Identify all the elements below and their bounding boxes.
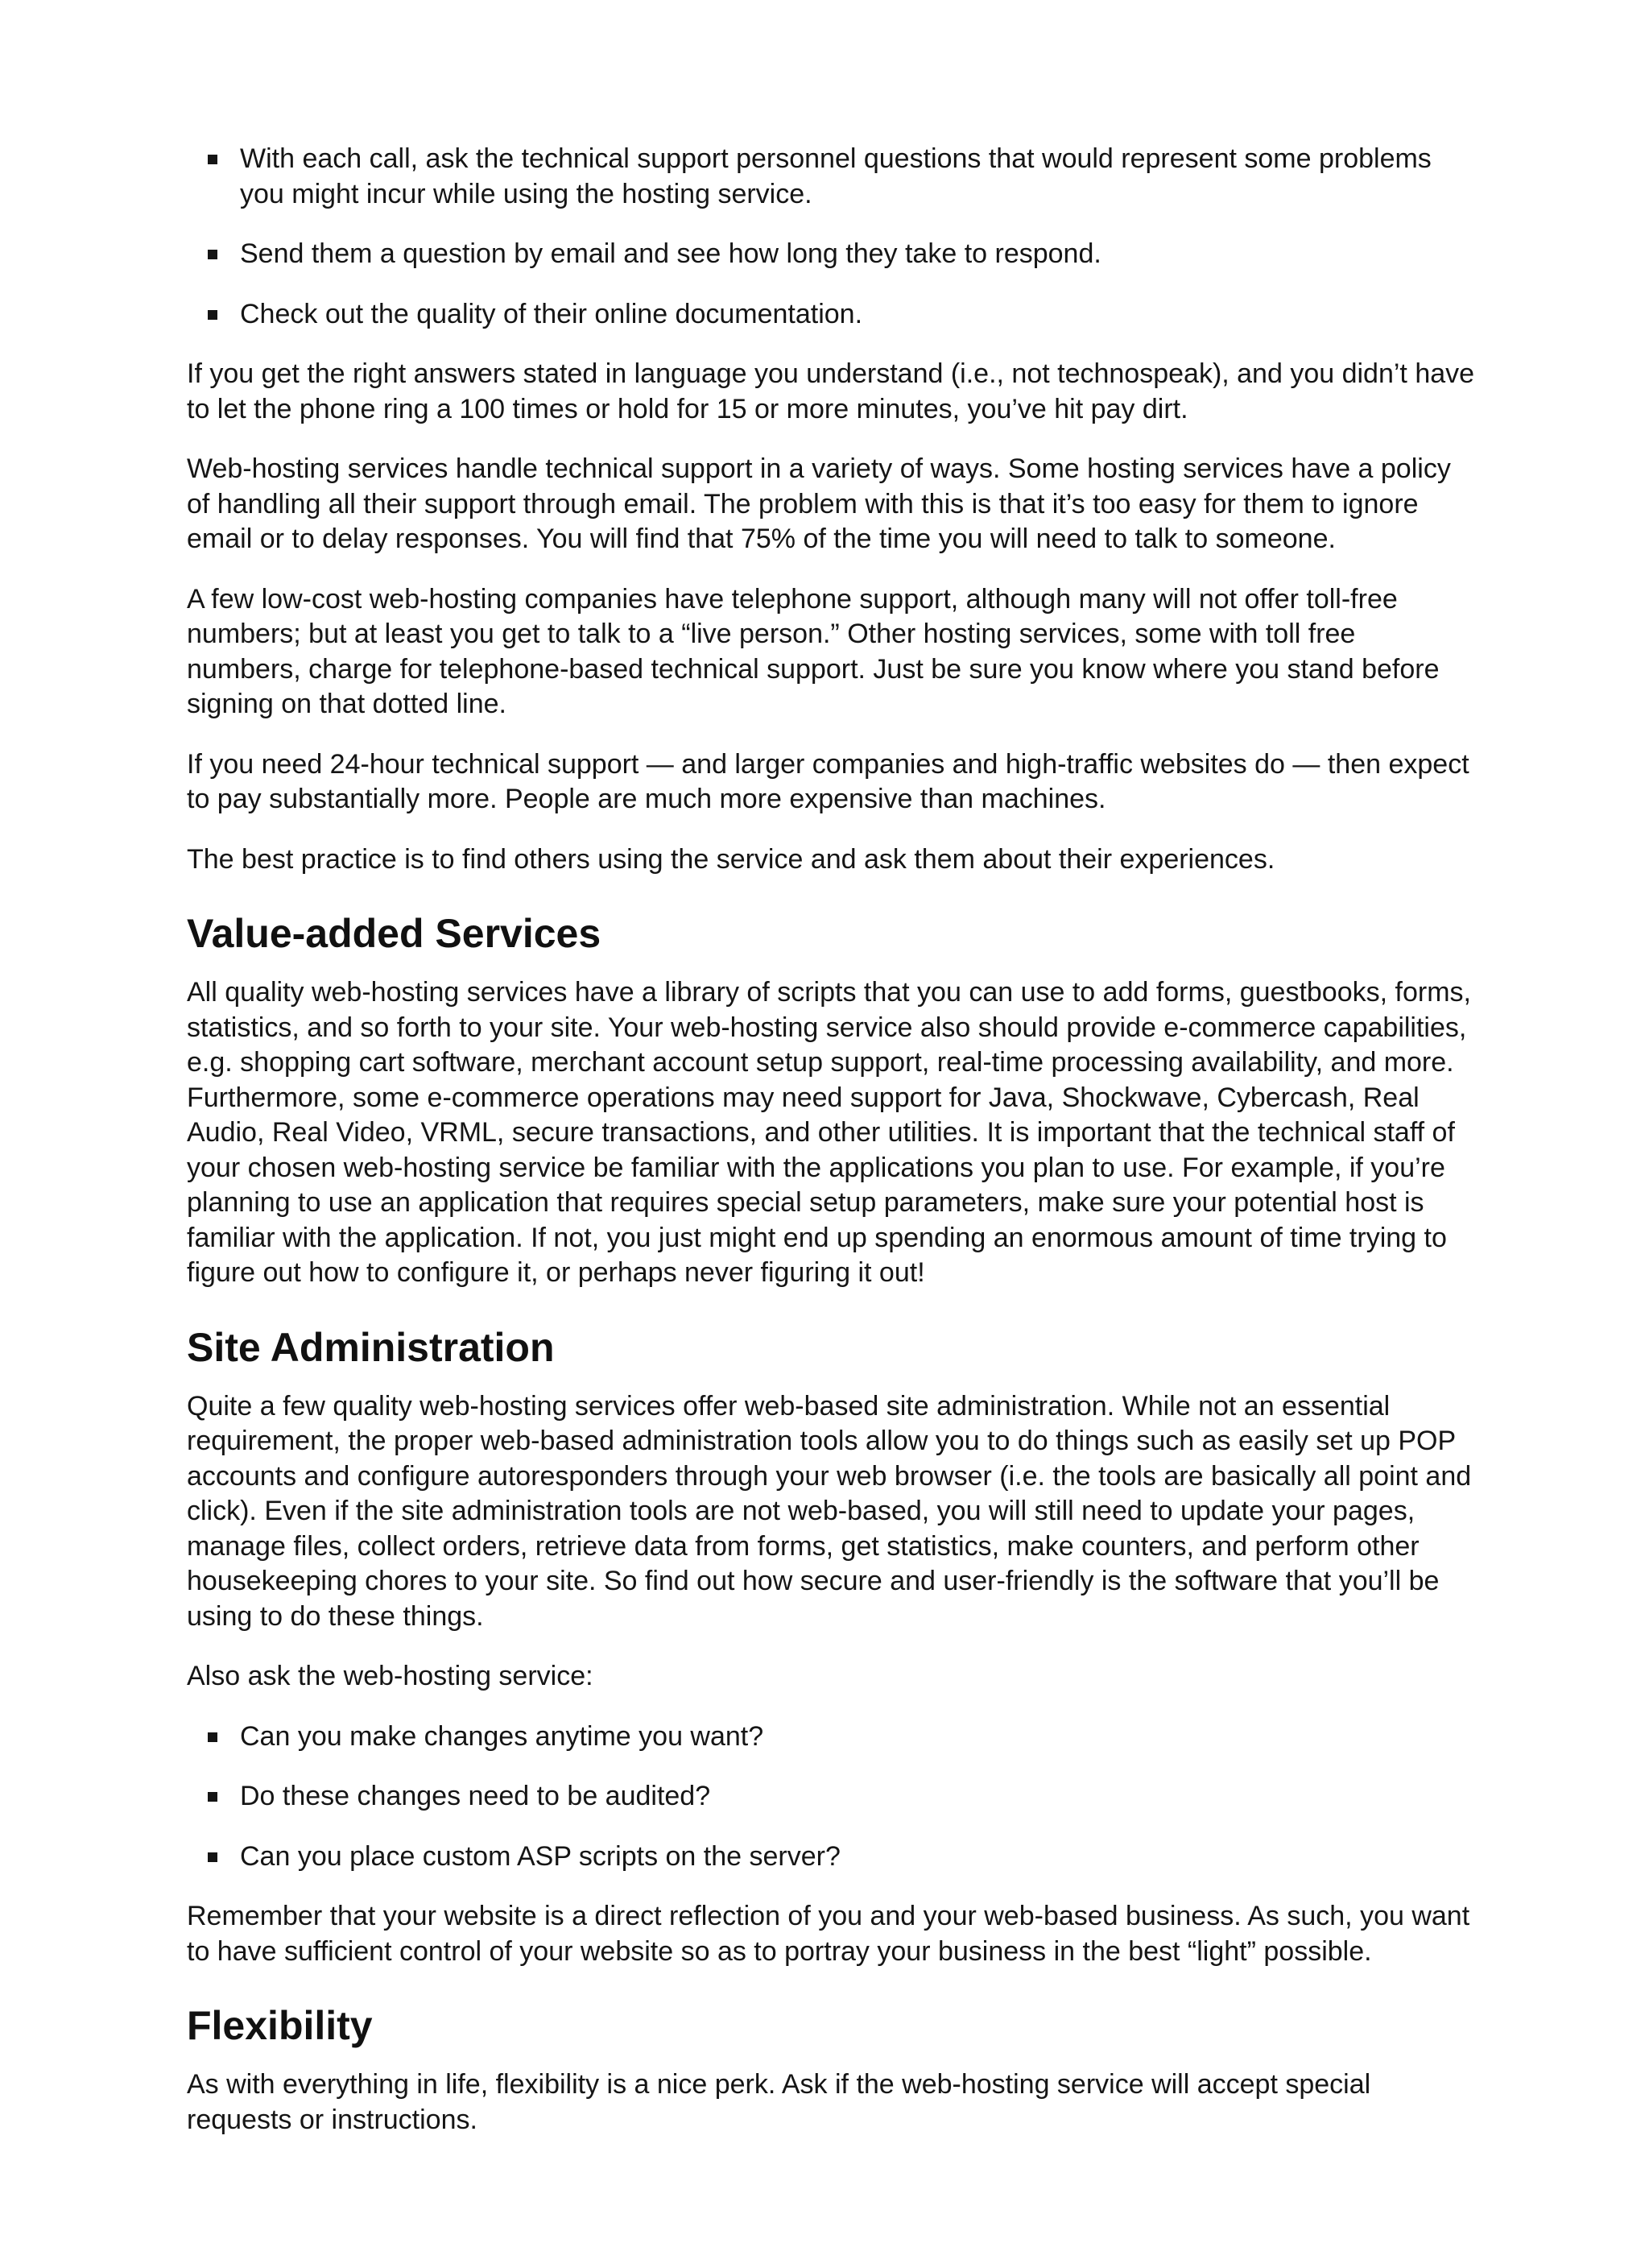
paragraph: The best practice is to find others using the service and ask them about their experiences. [187,843,1275,875]
paragraph: Web-hosting services handle technical support in a variety of ways. Some hosting services have a policy of handling all their support through email. The problem with this is that it’s too easy for them to ignore email or to delay responses. You will find that 75% of the time you will need to talk to someone. [187,453,1451,554]
square-bullet-icon [208,1852,217,1862]
paragraph: Remember that your website is a direct reflection of you and your web-based business. As such, you want to have sufficient control of your website so as to portray your business in the best “light” possible. [187,1901,1470,1967]
list-item-text: With each call, ask the technical support personnel questions that would represent some problems you might incur while using the hosting service. [240,143,1432,209]
paragraph: Quite a few quality web-hosting services offer web-based site administration. While not an essential requirement, the proper web-based administration tools allow you to do things such as easily set up POP accounts and configure autoresponders through your web browser (i.e. the tools are basically all point and click). Even if the site administration tools are not web-based, you will still need to update your pages, manage files, collect orders, retrieve data from forms, get statistics, make counters, and perform other housekeeping chores to your site. So find out how secure and user-friendly is the software that you’ll be using to do these things. [187,1390,1472,1632]
square-bullet-icon [208,1732,217,1742]
list-item [187,1779,1475,1815]
document-page [187,142,1475,2162]
support-check-list [187,142,1475,332]
paragraph: Also ask the web-hosting service: [187,1661,593,1691]
list-item-text: Can you make changes anytime you want? [240,1720,764,1752]
list-item [187,297,1475,333]
list-item [187,1840,1475,1875]
list-item [187,1720,1475,1755]
section-heading-value-added: Value-added Services [187,911,601,956]
paragraph: As with everything in life, flexibility is a nice perk. Ask if the web-hosting service will accept special requests or instructions. [187,2069,1371,2135]
section-heading-site-administration: Site Administration [187,1324,555,1370]
section-heading-flexibility: Flexibility [187,2003,373,2048]
list-item-text: Do these changes need to be audited? [240,1781,711,1811]
list-item-text: Check out the quality of their online documentation. [240,298,863,329]
paragraph: If you need 24-hour technical support — and larger companies and high-traffic websites do — then expect to pay substantially more. People are much more expensive than machines. [187,748,1469,814]
paragraph: If you get the right answers stated in language you understand (i.e., not technospeak), and you didn’t have to let the phone ring a 100 times or hold for 15 or more minutes, you’ve hit pay dirt. [187,358,1475,424]
square-bullet-icon [208,250,217,259]
list-item-text: Send them a question by email and see how long they take to respond. [240,238,1101,269]
list-item-text: Can you place custom ASP scripts on the server? [240,1840,841,1872]
square-bullet-icon [208,1792,217,1802]
square-bullet-icon [208,155,217,164]
admin-question-list [187,1720,1475,1875]
paragraph: All quality web-hosting services have a library of scripts that you can use to add forms, guestbooks, forms, statistics, and so forth to your site. Your web-hosting service also should provide e-commerce capabilities, e.g. shopping cart software, merchant account setup support, real-time processing availability, and more. Furthermore, some e-commerce operations may need support for Java, Shockwave, Cybercash, Real Audio, Real Video, VRML, secure transactions, and other utilities. It is important that the technical staff of your chosen web-hosting service be familiar with the applications you plan to use. For example, if you’re planning to use an application that requires special setup parameters, make sure your potential host is familiar with the application. If not, you just might end up spending an enormous amount of time trying to figure out how to configure it, or perhaps never figuring it out! [187,977,1471,1288]
square-bullet-icon [208,310,217,320]
list-item [187,142,1475,212]
paragraph: A few low-cost web-hosting companies have telephone support, although many will not offer toll-free numbers; but at least you get to talk to a “live person.” Other hosting services, some with toll free numbers, charge for telephone-based technical support. Just be sure you know where you stand before signing on that dotted line. [187,583,1440,719]
list-item [187,237,1475,272]
